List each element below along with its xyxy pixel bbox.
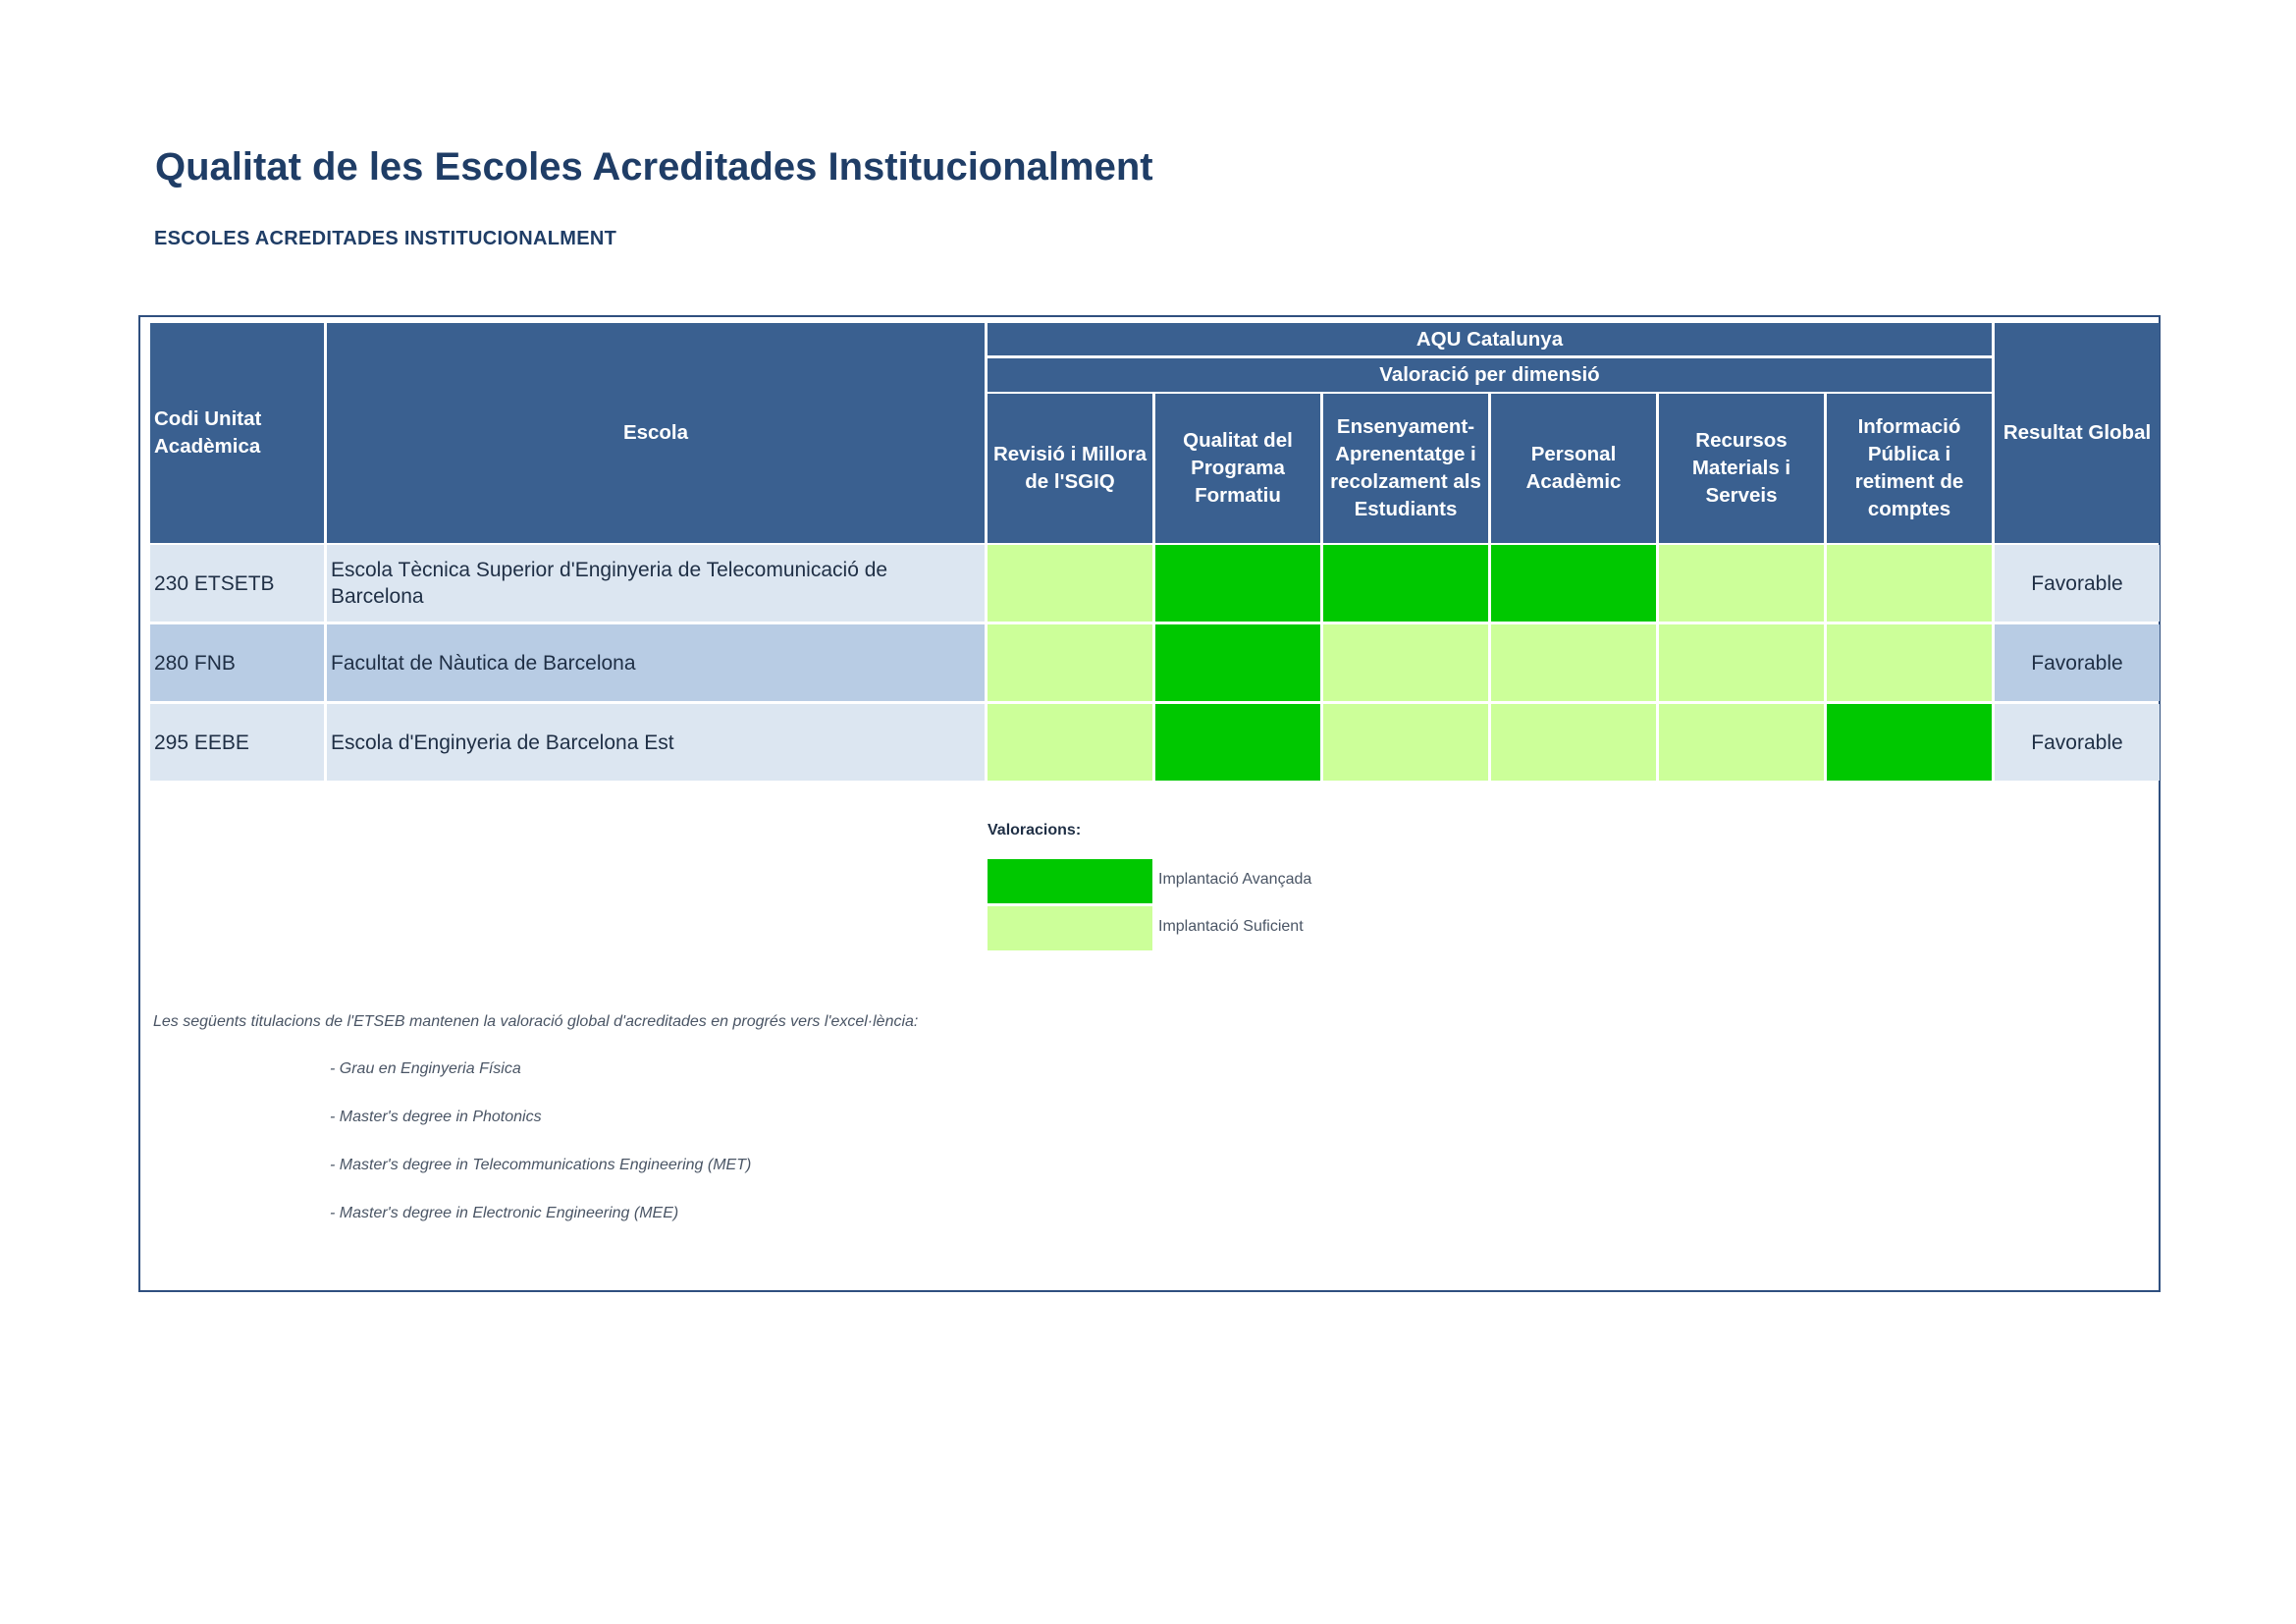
cell-codi [150,704,324,781]
header-agency [988,323,1992,355]
cell-escola-text: Escola d'Enginyeria de Barcelona Est [331,731,674,754]
header-dimension [1827,394,1992,543]
legend-label: Implantació Avançada [1158,871,1312,888]
rating-cell [1323,704,1488,781]
rating-cell [1659,545,1824,622]
header-escola-label: Escola [622,421,689,444]
cell-result [1995,624,2160,701]
rating-cell [1155,545,1320,622]
rating-cell [988,545,1152,622]
cell-codi-text: 280 FNB [154,651,236,675]
cell-codi-text: 230 ETSETB [154,571,275,595]
cell-escola [327,545,985,622]
header-dimension-label: Personal Acadèmic [1525,443,1622,493]
header-group-label: Valoració per dimensió [1379,363,1600,386]
cell-escola-text: Escola Tècnica Superior d'Enginyeria de Telecomunicació de Barcelona [331,559,888,608]
header-group [988,358,1992,392]
cell-result [1995,545,2160,622]
header-agency-label: AQU Catalunya [1415,327,1564,351]
header-dimension [988,394,1152,543]
status-badge: Favorable [2031,731,2123,754]
header-result-label: Resultat Global [2002,421,2152,444]
notes-item: - Master's degree in Telecommunications Engineering (MET) [330,1157,752,1173]
rating-cell [988,704,1152,781]
status-badge: Favorable [2031,651,2123,675]
cell-codi-text: 295 EEBE [154,731,249,754]
header-dimension-label: Qualitat del Programa Formatiu [1183,429,1293,507]
rating-cell [1659,704,1824,781]
page-title: Qualitat de les Escoles Acreditades Institucionalment [155,145,1153,189]
cell-codi [150,545,324,622]
header-dimension [1323,394,1488,543]
cell-escola [327,624,985,701]
status-badge: Favorable [2031,571,2123,595]
page-subtitle: ESCOLES ACREDITADES INSTITUCIONALMENT [154,228,617,249]
legend-label: Implantació Suficient [1158,918,1304,935]
header-dimension-label: Revisió i Millora de l'SGIQ [992,443,1148,493]
header-escola [327,323,985,543]
rating-cell [1659,624,1824,701]
cell-result [1995,704,2160,781]
cell-codi [150,624,324,701]
notes-item: - Master's degree in Electronic Engineering (MEE) [330,1205,679,1221]
rating-cell [988,624,1152,701]
header-dimension-label: Recursos Materials i Serveis [1691,429,1791,507]
legend-swatch [988,906,1152,950]
rating-cell [1155,704,1320,781]
legend-swatch [988,859,1152,903]
header-dimension [1155,394,1320,543]
header-codi-label: Codi Unitat Acadèmica [154,407,262,458]
notes-intro: Les següents titulacions de l'ETSEB mantenen la valoració global d'acreditades en progrés vers l'excel·lència: [153,1013,919,1030]
rating-cell [1491,704,1656,781]
header-codi [150,323,324,543]
rating-cell [1323,545,1488,622]
rating-cell [1827,624,1992,701]
cell-escola [327,704,985,781]
notes-item: - Master's degree in Photonics [330,1109,542,1125]
header-result [1995,323,2160,543]
legend-title: Valoracions: [988,822,1082,839]
rating-cell [1827,704,1992,781]
rating-cell [1827,545,1992,622]
header-dimension [1491,394,1656,543]
header-dimension-label: Ensenyament-Aprenentatge i recolzament als Estudiants [1330,415,1481,520]
rating-cell [1323,624,1488,701]
header-dimension-label: Informació Pública i retiment de comptes [1854,415,1964,520]
rating-cell [1155,624,1320,701]
rating-cell [1491,624,1656,701]
cell-escola-text: Facultat de Nàutica de Barcelona [331,651,636,675]
notes-item: - Grau en Enginyeria Física [330,1060,521,1077]
header-dimension [1659,394,1824,543]
rating-cell [1491,545,1656,622]
